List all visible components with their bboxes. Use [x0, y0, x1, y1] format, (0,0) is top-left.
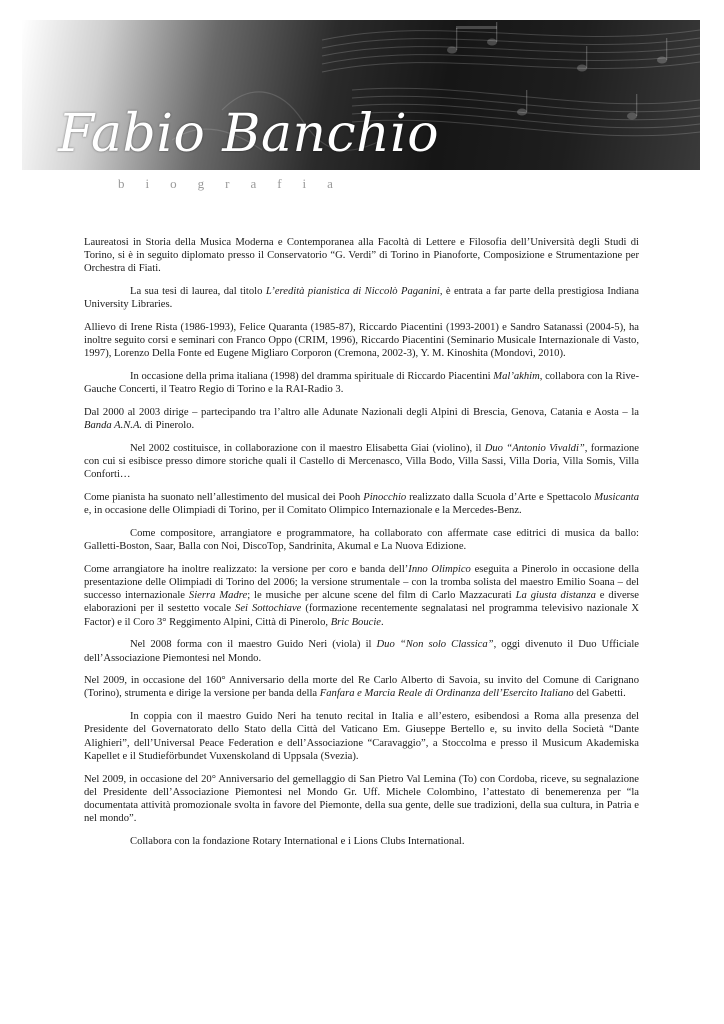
thesis-title: L’eredità pianistica di Niccolò Paganini	[265, 286, 440, 298]
paragraph: Nel 2009, in occasione del 20° Anniversario del gemellaggio di San Pietro Val Lemina (To) con Cordoba, riceve, su segnalazione del Presidente dell’Associazione Piemontesi nel Mondo Gr. Uff. Michele Colombino, l’attestato di benemerenza per “la documentata attività promozionale svolta in favore del Piemonte, della sua gente, delle sue tradizioni, della sua cultura, in Patria e nel mondo”.	[84, 773, 639, 825]
biography-text	[84, 236, 639, 858]
paragraph: Collabora con la fondazione Rotary International e i Lions Clubs International.	[130, 835, 465, 847]
paragraph: In occasione della prima italiana (1998) del dramma spirituale di Riccardo Piacentini Mal’akhim, collabora con la Rive-Gauche Concerti, il Teatro Regio di Torino e la RAI-Radio 3.	[84, 371, 639, 396]
ensemble-title: Duo “Antonio Vivaldi”	[484, 442, 585, 454]
school-title: Musicanta	[594, 492, 639, 504]
work-title: Pinocchio	[363, 492, 407, 504]
paragraph: La sua tesi di laurea, dal titolo L’eredità pianistica di Niccolò Paganini, è entrata a far parte della prestigiosa Indiana University Libraries.	[84, 286, 639, 311]
ensemble-title: Banda A.N.A.	[84, 420, 143, 432]
paragraph: In coppia con il maestro Guido Neri ha tenuto recital in Italia e all’estero, esibendosi a Roma alla presenza del Presidente del Governatorato dello Stato della Città del Vaticano Em. Giuseppe Bertello e, su invito della Società “Dante Alighieri”, dell’Universal Peace Federation e dell’Associazione “Caravaggio”, a Stoccolma e presso il Musicum Akademiska Kapellet e il Studieförbundet Vuxenskoland di Uppsala (Svezia).	[84, 711, 639, 762]
work-title: Sierra Madre	[188, 590, 248, 602]
paragraph: Nel 2009, in occasione del 160° Anniversario della morte del Re Carlo Alberto di Savoia, su invito del Comune di Carignano (Torino), strumenta e dirige la versione per banda della Fanfara e Marcia Reale di Ordinanza dell’Esercito Italiano del Gabetti.	[84, 675, 639, 700]
paragraph: Dal 2000 al 2003 dirige – partecipando tra l’altro alle Adunate Nazionali degli Alpini di Brescia, Genova, Catania e Aosta – la Banda A.N.A. di Pinerolo.	[84, 407, 639, 432]
work-title: La giusta distanza	[515, 590, 596, 602]
ensemble-title: Duo “Non solo Classica”	[376, 639, 494, 651]
artist-name: Fabio Banchio	[58, 104, 440, 164]
ensemble-title: Sei Sottochiave	[235, 603, 302, 615]
paragraph: Come pianista ha suonato nell’allestimento del musical dei Pooh Pinocchio realizzato dalla Scuola d’Arte e Spettacolo Musicanta e, in occasione delle Olimpiadi di Torino, per il Comitato Olimpico Internazionale e la Mercedes-Benz.	[84, 492, 639, 517]
paragraph: Allievo di Irene Rista (1986-1993), Felice Quaranta (1985-87), Riccardo Piacentini (1993-2001) e Sandro Satanassi (2004-5), ha inoltre seguito corsi e seminari con Franco Oppo (CRIM, 1996), Riccardo Piacentini (Seminario Musicale Internazionale di Vasto, 1997), Lorenzo Della Fonte ed Eugene Migliaro Corporon (Cremona, 2002-3), Y. M. Kinoshita (Mondovì, 2010).	[84, 322, 639, 360]
work-title: Inno Olimpico	[408, 563, 471, 575]
paragraph: Come compositore, arrangiatore e programmatore, ha collaborato con affermate case editrici di musica da ballo: Galletti-Boston, Saar, Balla con Noi, DiscoTop, Sandrinita, Akumal e La Nuova Edizione.	[84, 527, 639, 553]
page-subtitle: biografia	[118, 176, 354, 191]
work-title: Fanfara e Marcia Reale di Ordinanza dell’Esercito Italiano	[319, 688, 574, 700]
paragraph: Nel 2002 costituisce, in collaborazione con il maestro Elisabetta Giai (violino), il Duo “Antonio Vivaldi”, formazione con cui si esibisce presso dimore storiche quali il Castello di Mercenasco, Villa Bodo, Villa Sassi, Villa Doria, Villa Somis, Villa Conforti…	[84, 442, 639, 481]
paragraph: Nel 2008 forma con il maestro Guido Neri (viola) il Duo “Non solo Classica”, oggi divenuto il Duo Ufficiale dell’Associazione Piemontesi nel Mondo.	[84, 639, 639, 664]
paragraph: Laureatosi in Storia della Musica Moderna e Contemporanea alla Facoltà di Lettere e Filosofia dell’Università degli Studi di Torino, si è in seguito diplomato presso il Conservatorio “G. Verdi” di Torino in Pianoforte, Composizione e Strumentazione per Orchestra di Fiati.	[84, 237, 639, 275]
work-title: Bric Boucie	[330, 616, 382, 628]
paragraph: Come arrangiatore ha inoltre realizzato: la versione per coro e banda dell’Inno Olimpico eseguita a Pinerolo in occasione della presentazione delle Olimpiadi di Torino del 2006; la versione strumentale – con la tromba solista del maestro Emilio Soana – del successo internazionale Sierra Madre; le musiche per alcune scene del film di Carlo Mazzacurati La giusta distanza e diverse elaborazioni per il sestetto vocale Sei Sottochiave (formazione recentemente segnalatasi nel programma televisivo nazionale X Factor) e il Coro 3° Reggimento Alpini, Città di Pinerolo, Bric Boucie.	[84, 563, 640, 628]
work-title: Mal’akhim	[493, 371, 540, 383]
